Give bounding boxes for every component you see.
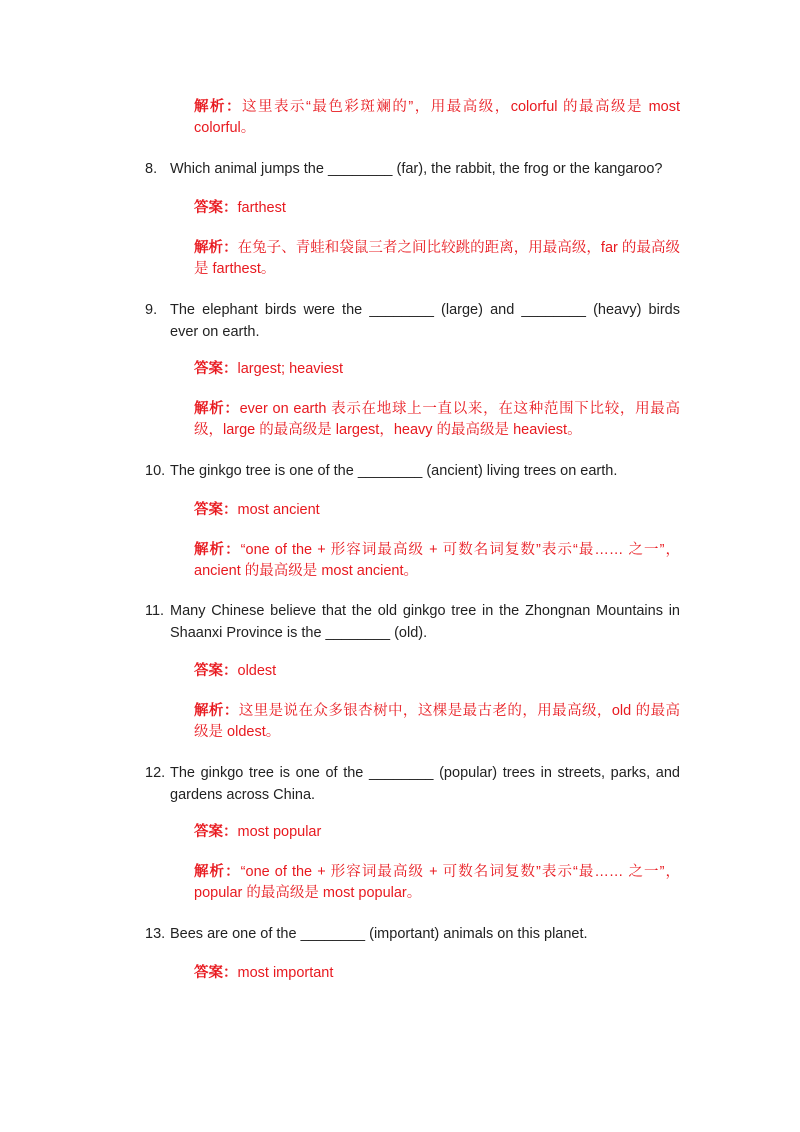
explanation-7 — [194, 97, 680, 139]
answer-10 — [194, 500, 680, 521]
explanation-text: ever on earth 表示在地球上一直以来，在这种范围下比较，用最高级，large 的最高级是 largest，heavy 的最高级是 heaviest。 — [194, 401, 680, 438]
explanation-text: “one of the + 形容词最高级 + 可数名词复数”表示“最…… 之一”，popular 的最高级是 most popular。 — [194, 864, 680, 901]
explanation-text: 在兔子、青蛙和袋鼠三者之间比较跳的距离，用最高级，far 的最高级是 farthest。 — [194, 240, 681, 277]
question-text: The ginkgo tree is one of the ________ (popular) trees in streets, parks, and gardens across China. — [170, 765, 680, 803]
question-12 — [145, 762, 680, 806]
answer-label: 答案： — [194, 502, 238, 518]
answer-text: most popular — [237, 824, 322, 840]
question-text: The ginkgo tree is one of the ________ (ancient) living trees on earth. — [170, 463, 618, 479]
explanation-11 — [194, 701, 680, 743]
answer-11 — [194, 661, 680, 682]
question-number: 13. — [145, 926, 166, 942]
answer-label: 答案： — [194, 663, 238, 679]
question-text: Which animal jumps the ________ (far), the rabbit, the frog or the kangaroo? — [170, 161, 663, 177]
question-number: 8. — [145, 161, 158, 177]
answer-text: most ancient — [237, 502, 320, 518]
explanation-text: “one of the + 形容词最高级 + 可数名词复数”表示“最…… 之一”，ancient 的最高级是 most ancient。 — [194, 542, 680, 579]
answer-text: most important — [237, 965, 334, 981]
explanation-text: 这里是说在众多银杏树中，这棵是最古老的，用最高级，old 的最高级是 oldest。 — [194, 703, 680, 740]
answer-text: oldest — [237, 663, 277, 679]
question-text: Bees are one of the ________ (important) animals on this planet. — [170, 926, 588, 942]
question-11 — [145, 600, 680, 644]
answer-label: 答案： — [194, 965, 238, 981]
question-13 — [145, 923, 680, 945]
answer-text: farthest — [237, 200, 286, 216]
question-10 — [145, 460, 680, 482]
answer-text: largest; heaviest — [237, 361, 344, 377]
question-number: 10. — [145, 463, 166, 479]
answer-label: 答案： — [194, 200, 238, 216]
explanation-12 — [194, 862, 680, 904]
answer-12 — [194, 822, 680, 843]
answer-label: 答案： — [194, 824, 238, 840]
question-number: 11. — [145, 603, 165, 619]
question-text: The elephant birds were the ________ (large) and ________ (heavy) birds ever on earth. — [170, 302, 680, 340]
explanation-label: 解析： — [194, 99, 243, 115]
explanation-label: 解析： — [194, 240, 238, 256]
explanation-10 — [194, 540, 680, 582]
explanation-label: 解析： — [194, 542, 241, 558]
question-9 — [145, 299, 680, 343]
answer-label: 答案： — [194, 361, 238, 377]
question-number: 9. — [145, 302, 158, 318]
question-8 — [145, 158, 680, 180]
question-text: Many Chinese believe that the old ginkgo tree in the Zhongnan Mountains in Shaanxi Province is the ________ (old). — [170, 603, 680, 641]
explanation-label: 解析： — [194, 864, 241, 880]
answer-13 — [194, 963, 680, 984]
explanation-8 — [194, 238, 680, 280]
answer-9 — [194, 359, 680, 380]
question-number: 12. — [145, 765, 166, 781]
explanation-text: 这里表示“最色彩斑斓的”，用最高级，colorful 的最高级是 most colorful。 — [194, 99, 680, 136]
explanation-label: 解析： — [194, 703, 239, 719]
answer-8 — [194, 198, 680, 219]
explanation-9 — [194, 399, 680, 441]
explanation-label: 解析： — [194, 401, 240, 417]
